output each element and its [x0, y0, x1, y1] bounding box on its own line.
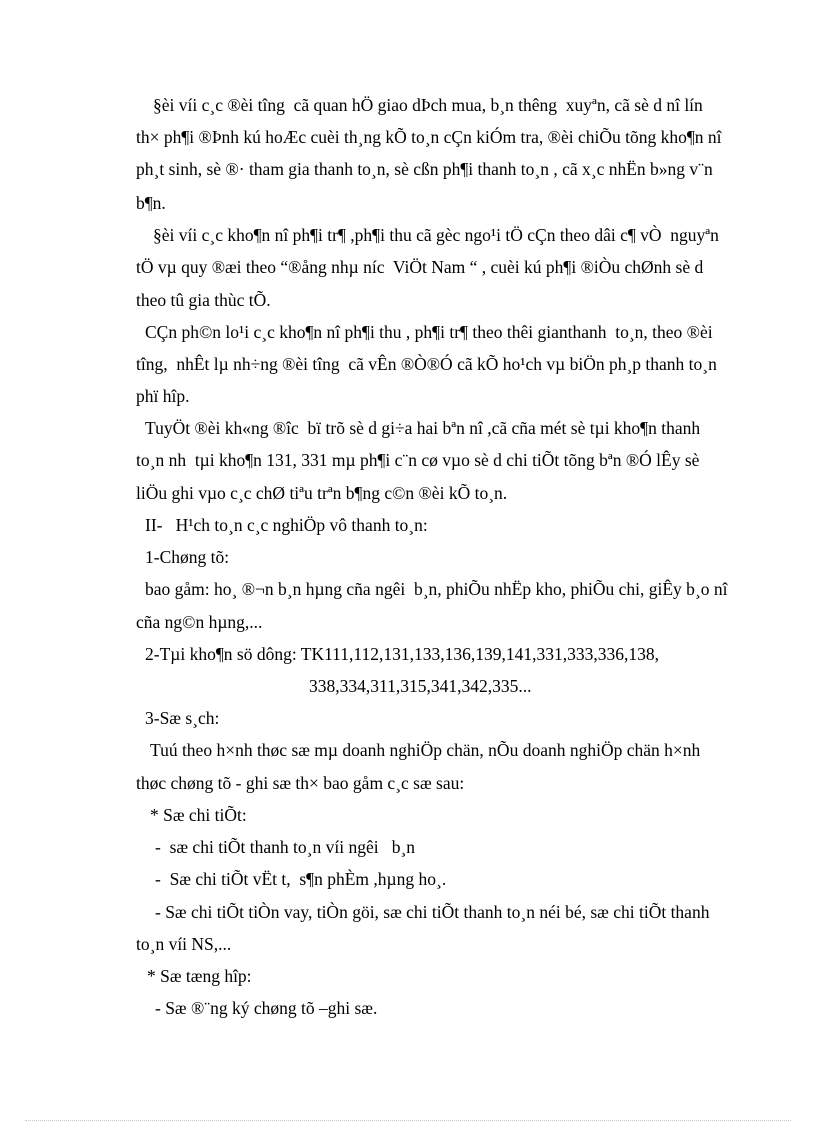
text-line: 338,334,311,315,341,342,335...: [309, 676, 532, 696]
text-line: to¸n nh tµi kho¶n 131, 331 mµ ph¶i c¨n cø vµo sè d chi tiÕt tõng bªn ®Ó lÊy sè: [136, 450, 700, 470]
text-line: theo tû gia thùc tÕ.: [136, 290, 271, 310]
text-line: ph¸t sinh, sè ®· tham gia thanh to¸n, sè cßn ph¶i thanh to¸n , cã x¸c nhËn b»ng v¨n: [136, 159, 713, 179]
text-line: to¸n víi NS,...: [136, 934, 232, 954]
text-line: TuyÖt ®èi kh«ng ®îc bï trõ sè d gi÷a hai bªn nî ,cã cña mét sè tµi kho¶n thanh: [145, 418, 701, 438]
page-bottom-rule: [25, 1120, 791, 1121]
text-line: CÇn ph©n lo¹i c¸c kho¶n nî ph¶i thu , ph¶i tr¶ theo thêi gianthanh to¸n, theo ®èi: [145, 322, 713, 342]
list-item: - Sæ ®¨ng ký chøng tõ –ghi sæ.: [155, 998, 378, 1018]
text-line: tîng, nhÊt lµ nh÷ng ®èi tîng cã vÊn ®Ò®Ó cã kÕ ho¹ch vµ biÖn ph¸p thanh to¸n: [136, 354, 717, 374]
text-line: Tuú theo h×nh thøc sæ mµ doanh nghiÖp chän, nÕu doanh nghiÖp chän h×nh: [150, 740, 701, 760]
text-line: th× ph¶i ®Þnh kú hoÆc cuèi th¸ng kÕ to¸n cÇn kiÓm tra, ®èi chiÕu tõng kho¶n nî: [136, 127, 722, 147]
list-heading: * Sæ chi tiÕt:: [150, 805, 247, 825]
text-line: bao gåm: ho¸ ®¬n b¸n hµng cña ngêi b¸n, phiÕu nhËp kho, phiÕu chi, giÊy b¸o nî: [145, 579, 728, 599]
list-item: - sæ chi tiÕt thanh to¸n víi ngêi b¸n: [155, 837, 416, 857]
text-line: §èi víi c¸c kho¶n nî ph¶i tr¶ ,ph¶i thu cã gèc ngo¹i tÖ cÇn theo dâi c¶ vÒ nguyªn: [153, 225, 719, 245]
text-line: phï hîp.: [136, 386, 190, 406]
section-heading: II- H¹ch to¸n c¸c nghiÖp vô thanh to¸n:: [145, 515, 428, 535]
list-item: - Sæ chi tiÕt tiÒn vay, tiÒn göi, sæ chi tiÕt thanh to¸n néi bé, sæ chi tiÕt thanh: [155, 902, 710, 922]
text-line: cña ng©n hµng,...: [136, 612, 263, 632]
subsection-heading: 1-Chøng tõ:: [145, 547, 230, 567]
list-heading: * Sæ tæng hîp:: [147, 966, 252, 986]
text-line: tÖ vµ quy ®æi theo “®ång nhµ níc ViÖt Nam “ , cuèi kú ph¶i ®iÒu chØnh sè d: [136, 257, 704, 277]
subsection-heading: 3-Sæ s¸ch:: [145, 708, 220, 728]
text-line: thøc chøng tõ - ghi sæ th× bao gåm c¸c sæ sau:: [136, 773, 465, 793]
subsection-heading: 2-Tµi kho¶n sö dông: TK111,112,131,133,136,139,141,331,333,336,138,: [145, 644, 660, 664]
text-line: §èi víi c¸c ®èi tîng cã quan hÖ giao dÞch mua, b¸n thêng xuyªn, cã sè d nî lín: [153, 95, 703, 115]
text-line: liÖu ghi vµo c¸c chØ tiªu trªn b¶ng c©n ®èi kÕ to¸n.: [136, 483, 508, 503]
text-line: b¶n.: [136, 193, 166, 213]
list-item: - Sæ chi tiÕt vËt t, s¶n phÈm ,hµng ho¸.: [155, 869, 447, 889]
